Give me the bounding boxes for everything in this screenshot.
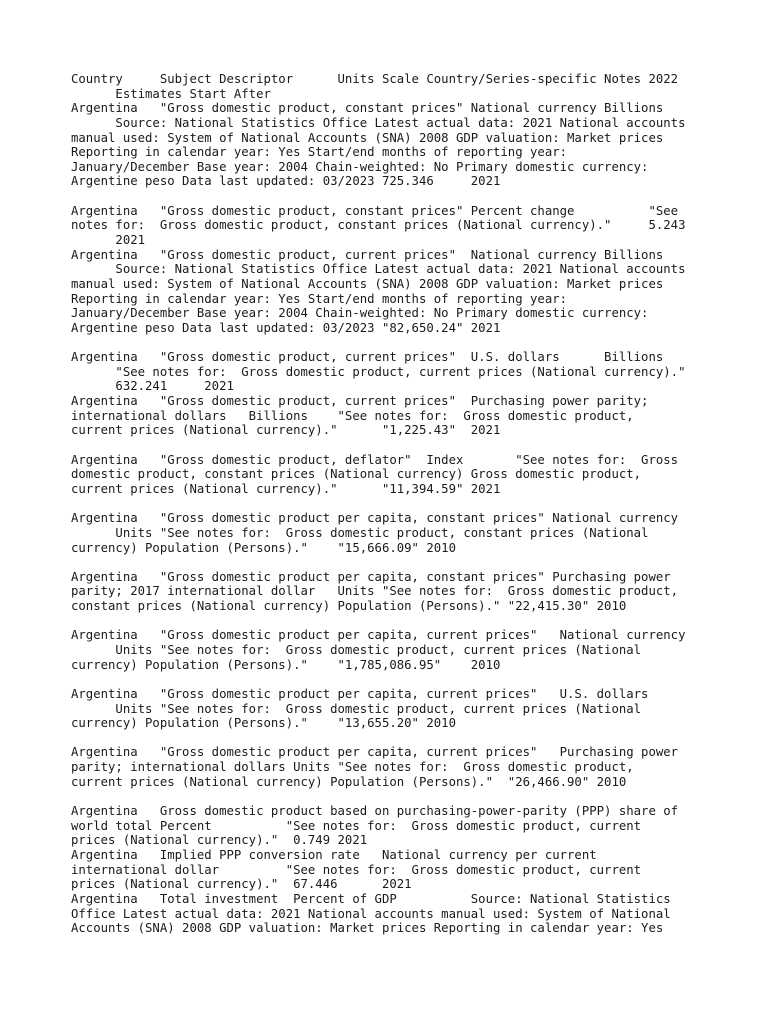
text-line: prices (National currency)." 67.446 2021	[71, 877, 412, 892]
text-line: Units "See notes for: Gross domestic product, current prices (National	[71, 701, 642, 716]
text-line: Argentina "Gross domestic product, current prices" U.S. dollars Billions	[71, 350, 664, 365]
text-line: Argentina "Gross domestic product, current prices" National currency Billions	[71, 247, 664, 262]
text-line: Units "See notes for: Gross domestic product, current prices (National	[71, 642, 642, 657]
text-line: manual used: System of National Accounts (SNA) 2008 GDP valuation: Market prices	[71, 130, 664, 145]
text-line: notes for: Gross domestic product, constant prices (National currency)." 5.243	[71, 218, 686, 233]
text-line	[71, 789, 701, 804]
text-line: Argentina "Gross domestic product, constant prices" Percent change "See	[71, 203, 679, 218]
text-line: parity; international dollars Units "See notes for: Gross domestic product,	[71, 760, 634, 775]
text-line: current prices (National currency)." "11,394.59" 2021	[71, 481, 501, 496]
text-line: Estimates Start After	[71, 86, 271, 101]
text-line: Argentina "Gross domestic product, current prices" Purchasing power parity;	[71, 394, 649, 409]
text-line	[71, 438, 701, 453]
text-line: Reporting in calendar year: Yes Start/end months of reporting year:	[71, 291, 568, 306]
text-line: Reporting in calendar year: Yes Start/end months of reporting year:	[71, 145, 568, 160]
text-line: parity; 2017 international dollar Units "See notes for: Gross domestic product,	[71, 584, 679, 599]
text-line: Argentina "Gross domestic product per capita, constant prices" National currency	[71, 511, 679, 526]
text-line: currency) Population (Persons)." "13,655.20" 2010	[71, 716, 456, 731]
text-line	[71, 497, 701, 512]
text-line	[71, 336, 701, 351]
text-line: Argentina "Gross domestic product, deflator" Index "See notes for: Gross	[71, 452, 679, 467]
text-line: Argentina "Gross domestic product per capita, constant prices" Purchasing power	[71, 569, 671, 584]
text-line: Argentina Gross domestic product based on purchasing-power-parity (PPP) share of	[71, 804, 679, 819]
text-line: Argentina "Gross domestic product per capita, current prices" U.S. dollars	[71, 686, 649, 701]
text-line	[71, 555, 701, 570]
text-line: 2021	[71, 233, 146, 248]
text-line	[71, 672, 701, 687]
text-line: Units "See notes for: Gross domestic product, constant prices (National	[71, 525, 649, 540]
text-line: manual used: System of National Accounts (SNA) 2008 GDP valuation: Market prices	[71, 276, 664, 291]
text-line: Country Subject Descriptor Units Scale Country/Series-specific Notes 2022	[71, 72, 679, 86]
text-line: Office Latest actual data: 2021 National accounts manual used: System of National	[71, 906, 671, 921]
text-line: Source: National Statistics Office Latest actual data: 2021 National accounts	[71, 115, 686, 130]
text-line: currency) Population (Persons)." "15,666.09" 2010	[71, 540, 456, 555]
text-line: January/December Base year: 2004 Chain-weighted: No Primary domestic currency:	[71, 159, 649, 174]
text-line: current prices (National currency) Population (Persons)." "26,466.90" 2010	[71, 774, 627, 789]
text-line: "See notes for: Gross domestic product, current prices (National currency)."	[71, 364, 686, 379]
text-line: 632.241 2021	[71, 379, 234, 394]
text-line	[71, 731, 701, 746]
text-line: Argentine peso Data last updated: 03/2023 "82,650.24" 2021	[71, 320, 501, 335]
text-line: international dollars Billions "See notes for: Gross domestic product,	[71, 408, 634, 423]
text-line: international dollar "See notes for: Gross domestic product, current	[71, 862, 642, 877]
text-line	[71, 614, 701, 629]
text-line: currency) Population (Persons)." "1,785,086.95" 2010	[71, 657, 501, 672]
text-line: world total Percent "See notes for: Gross domestic product, current	[71, 818, 642, 833]
text-line: Argentina "Gross domestic product, constant prices" National currency Billions	[71, 101, 664, 116]
text-line	[71, 189, 701, 204]
text-line: Argentina Total investment Percent of GDP Source: National Statistics	[71, 891, 671, 906]
text-line: Source: National Statistics Office Latest actual data: 2021 National accounts	[71, 262, 686, 277]
text-line: Argentina "Gross domestic product per capita, current prices" Purchasing power	[71, 745, 679, 760]
text-line: prices (National currency)." 0.749 2021	[71, 833, 368, 848]
text-line: constant prices (National currency) Population (Persons)." "22,415.30" 2010	[71, 599, 627, 614]
text-line: current prices (National currency)." "1,225.43" 2021	[71, 423, 501, 438]
text-line: Argentina Implied PPP conversion rate National currency per current	[71, 847, 597, 862]
text-line: January/December Base year: 2004 Chain-weighted: No Primary domestic currency:	[71, 306, 649, 321]
text-line: Argentina "Gross domestic product per capita, current prices" National currency	[71, 628, 686, 643]
text-line: domestic product, constant prices (National currency) Gross domestic product,	[71, 467, 642, 482]
text-line: Argentine peso Data last updated: 03/2023 725.346 2021	[71, 174, 501, 189]
text-line: Accounts (SNA) 2008 GDP valuation: Market prices Reporting in calendar year: Yes	[71, 921, 664, 936]
document-page	[71, 72, 701, 936]
